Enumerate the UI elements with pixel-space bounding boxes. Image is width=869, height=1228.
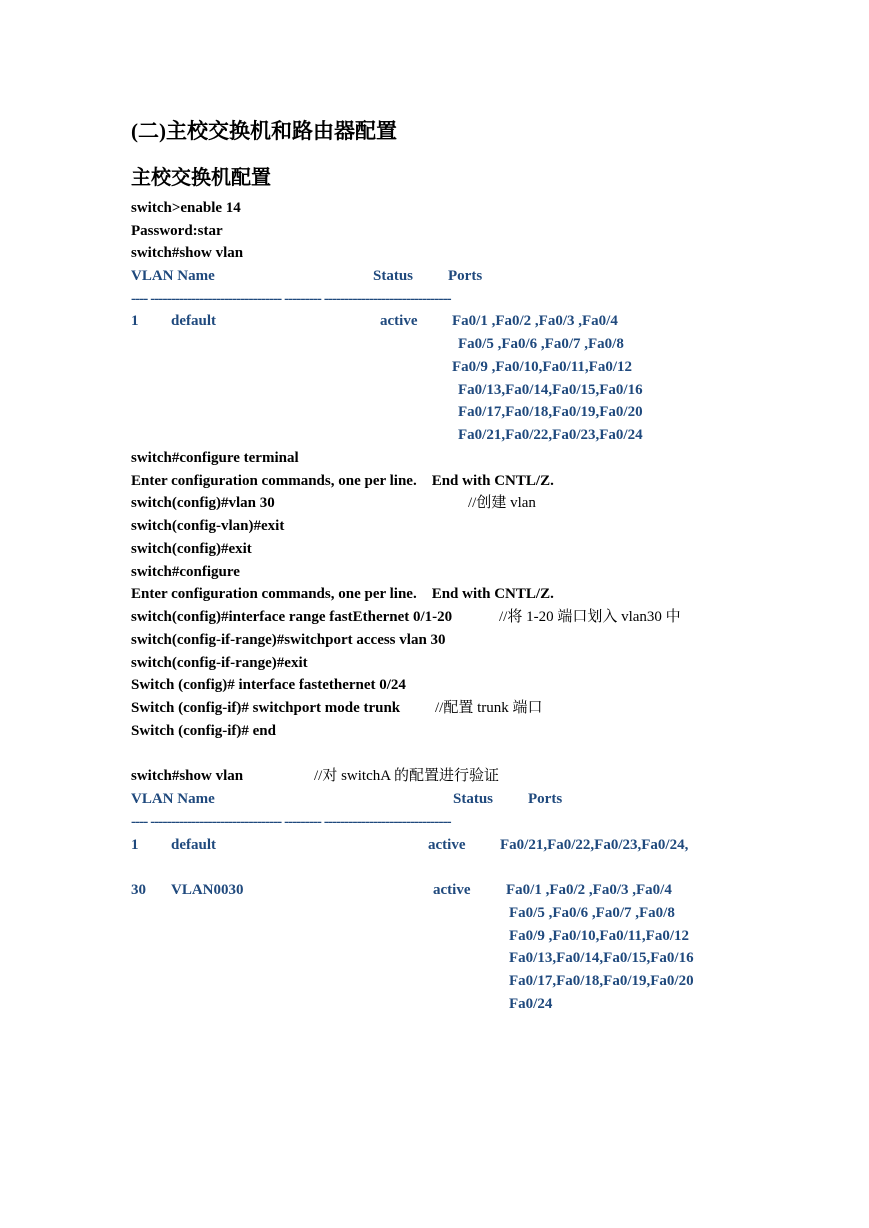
- table1-ports-line: Fa0/5 ,Fa0/6 ,Fa0/7 ,Fa0/8: [458, 336, 624, 352]
- table2-ports-line: Fa0/13,Fa0/14,Fa0/15,Fa0/16: [509, 950, 694, 966]
- table2-ports-line: Fa0/5 ,Fa0/6 ,Fa0/7 ,Fa0/8: [509, 905, 675, 921]
- table2-divider: ---- -------------------------------- --------- -------------------------------: [131, 814, 451, 830]
- enter-config-message: Enter configuration commands, one per line. End with CNTL/Z.: [131, 586, 554, 602]
- table1-ports-line: Fa0/13,Fa0/14,Fa0/15,Fa0/16: [458, 382, 643, 398]
- table2-row1-status: active: [428, 837, 466, 853]
- table2-row1-ports: Fa0/21,Fa0/22,Fa0/23,Fa0/24,: [500, 837, 689, 853]
- comment-assign-ports: //将 1-20 端口划入 vlan30 中: [499, 609, 681, 625]
- table2-ports-line: Fa0/1 ,Fa0/2 ,Fa0/3 ,Fa0/4: [506, 882, 672, 898]
- table2-row1-name: default: [171, 837, 216, 853]
- cmd-configure: switch#configure: [131, 564, 240, 580]
- table2-ports-line: Fa0/24: [509, 996, 553, 1012]
- section-heading: (二)主校交换机和路由器配置: [131, 119, 397, 143]
- cmd-show-vlan: switch#show vlan: [131, 768, 244, 784]
- table1-ports-line: Fa0/9 ,Fa0/10,Fa0/11,Fa0/12: [452, 359, 632, 375]
- cmd-if-range-exit: switch(config-if-range)#exit: [131, 655, 308, 671]
- table1-header-status: Status: [373, 268, 414, 284]
- cmd-show-vlan: switch#show vlan: [131, 245, 244, 261]
- table1-ports-line: Fa0/1 ,Fa0/2 ,Fa0/3 ,Fa0/4: [452, 313, 618, 329]
- table2-row1-id: 1: [131, 837, 139, 853]
- table2-ports-line: Fa0/9 ,Fa0/10,Fa0/11,Fa0/12: [509, 928, 689, 944]
- table2-row2-status: active: [433, 882, 471, 898]
- subsection-heading: 主校交换机配置: [131, 167, 271, 189]
- table2-header-ports: Ports: [528, 791, 563, 807]
- table1-divider: ---- -------------------------------- --------- -------------------------------: [131, 291, 451, 307]
- cmd-end: Switch (config-if)# end: [131, 723, 276, 739]
- table1-header-vlan-name: VLAN Name: [131, 268, 215, 284]
- table1-ports-line: Fa0/17,Fa0/18,Fa0/19,Fa0/20: [458, 404, 643, 420]
- cmd-password: Password:star: [131, 223, 223, 239]
- table1-row-status: active: [380, 313, 418, 329]
- comment-create-vlan: //创建 vlan: [468, 495, 536, 511]
- cmd-enable: switch>enable 14: [131, 200, 241, 216]
- enter-config-message: Enter configuration commands, one per line. End with CNTL/Z.: [131, 473, 554, 489]
- cmd-vlan30: switch(config)#vlan 30: [131, 495, 275, 511]
- cmd-config-exit: switch(config)#exit: [131, 541, 252, 557]
- comment-trunk-port: //配置 trunk 端口: [435, 700, 543, 716]
- cmd-interface-fe24: Switch (config)# interface fastethernet 0/24: [131, 677, 406, 693]
- table1-row-id: 1: [131, 313, 139, 329]
- table1-header-ports: Ports: [448, 268, 483, 284]
- table2-header-status: Status: [453, 791, 494, 807]
- table2-row2-name: VLAN0030: [171, 882, 244, 898]
- table2-row2-id: 30: [131, 882, 146, 898]
- table1-ports-line: Fa0/21,Fa0/22,Fa0/23,Fa0/24: [458, 427, 643, 443]
- table2-header-vlan-name: VLAN Name: [131, 791, 215, 807]
- cmd-config-vlan-exit: switch(config-vlan)#exit: [131, 518, 285, 534]
- cmd-configure-terminal: switch#configure terminal: [131, 450, 299, 466]
- cmd-interface-range: switch(config)#interface range fastEthernet 0/1-20: [131, 609, 453, 625]
- cmd-switchport-access: switch(config-if-range)#switchport access vlan 30: [131, 632, 446, 648]
- comment-verify: //对 switchA 的配置进行验证: [314, 768, 500, 784]
- table1-row-name: default: [171, 313, 216, 329]
- table2-ports-line: Fa0/17,Fa0/18,Fa0/19,Fa0/20: [509, 973, 694, 989]
- cmd-switchport-trunk: Switch (config-if)# switchport mode trunk: [131, 700, 401, 716]
